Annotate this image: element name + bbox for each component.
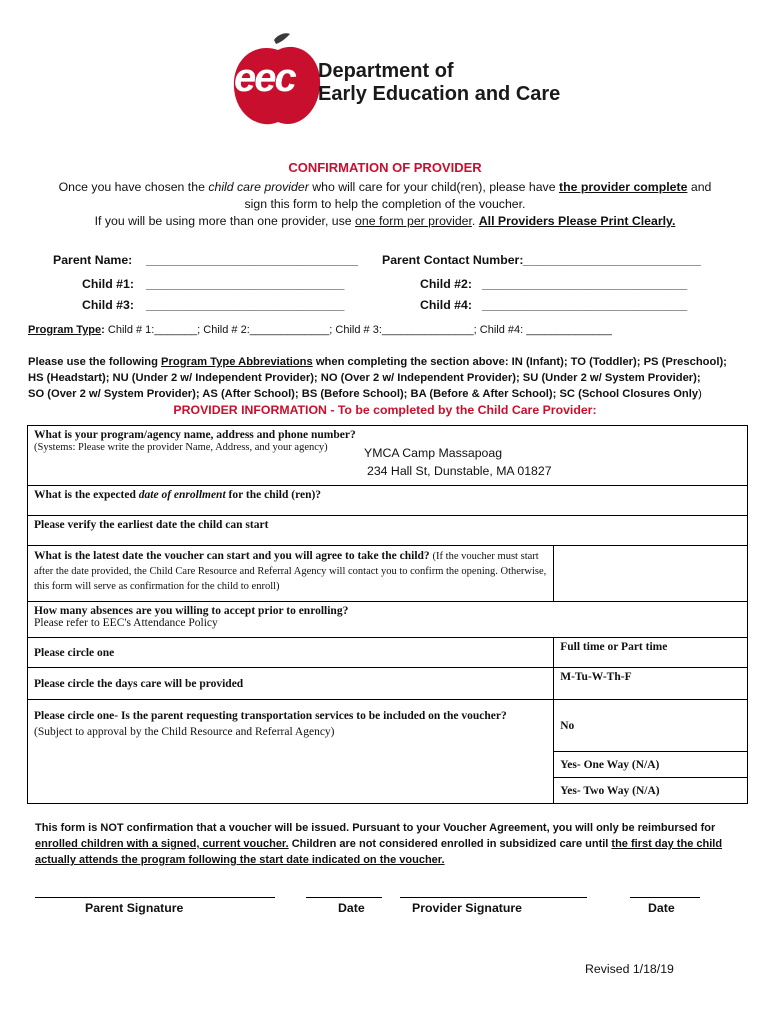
child3-field[interactable]: _____________________________ [146, 298, 345, 312]
answer-program-name: YMCA Camp Massapoag [364, 446, 503, 460]
table-row [28, 486, 748, 516]
program-type-label: Program Type [28, 324, 102, 336]
transport-two-way-cell[interactable] [554, 778, 748, 804]
child2-field[interactable]: ______________________________ [482, 277, 688, 291]
question-absences-note: Please refer to EEC's Attendance Policy [34, 617, 218, 629]
date1-label: Date [338, 901, 365, 915]
question-days: Please circle the days care will be provided [34, 677, 244, 690]
table-row [28, 638, 748, 668]
absences-cell[interactable] [28, 602, 748, 638]
notice-text: This form is NOT confirmation that a voucher will be issued. Pursuant to your Voucher Agreement, you will only be reimbursed for [35, 822, 716, 834]
question-program-info: What is your program/agency name, address and phone number? [34, 429, 356, 441]
date1-line[interactable] [306, 897, 382, 898]
earliest-date-cell[interactable] [28, 516, 748, 546]
logo-department-name [318, 60, 560, 106]
program-type-row[interactable] [28, 324, 612, 336]
intro-emphasis: one form per provider [355, 214, 472, 228]
abbrev-text: when completing the section above: IN (Infant); TO (Toddler); PS (Preschool); [312, 356, 727, 368]
answer-program-address: 234 Hall St, Dunstable, MA 01827 [367, 464, 552, 478]
parent-signature-label: Parent Signature [85, 901, 184, 915]
logo-line1: Department of [318, 60, 454, 82]
program-info-cell[interactable] [28, 426, 748, 486]
logo-abbr: eec [234, 56, 295, 100]
answer-full-part-time[interactable]: Full time or Part time [560, 641, 668, 653]
provider-info-header: PROVIDER INFORMATION - To be completed by the Child Care Provider: [173, 403, 597, 417]
question-latest-date: What is the latest date the voucher can start and you will agree to take the child? [34, 550, 433, 562]
question-circle-one: Please circle one [34, 646, 115, 659]
abbrev-text: Please use the following [28, 356, 162, 368]
program-type-fields[interactable]: Child # 1:_______; Child # 2:_____________; Child # 3:_______________; Child #4: ______________ [104, 324, 612, 336]
transport-no-cell[interactable] [554, 700, 748, 752]
parent-name-field[interactable]: _______________________________ [146, 253, 359, 267]
latest-date-question-cell [28, 546, 554, 602]
answer-days[interactable]: M-Tu-W-Th-F [560, 671, 632, 683]
abbrev-paren: ) [698, 388, 702, 400]
question-latest-note: (If the voucher must start after the date provided, the Child Care Resource and Referral Agency will contact you to confirm the opening. Otherwise, this form will serve as confirmation for the child to enroll) [34, 551, 547, 592]
schedule-answer-cell[interactable] [554, 638, 748, 668]
child4-label: Child #4: [420, 298, 472, 312]
parent-signature-line[interactable] [35, 897, 275, 898]
abbreviations-line2: HS (Headstart); NU (Under 2 w/ Independent Provider); NO (Over 2 w/ Independent Provider); SU (Under 2 w/ System Provider); [28, 372, 701, 384]
answer-no[interactable]: No [560, 719, 575, 732]
notice-paragraph [35, 820, 735, 868]
intro-emphasis: the provider complete [558, 180, 688, 194]
table-row [28, 546, 748, 602]
transport-one-way-cell[interactable] [554, 752, 748, 778]
parent-name-label: Parent Name: [53, 253, 133, 267]
question-earliest-date: Please verify the earliest date the child can start [34, 519, 269, 531]
child1-field[interactable]: _____________________________ [146, 277, 345, 291]
enrollment-date-cell[interactable] [28, 486, 748, 516]
question-program-note: (Systems: Please write the provider Name, Address, and your agency) [34, 442, 328, 453]
question-text: for the child (ren)? [225, 489, 322, 501]
intro-emphasis: All Providers Please Print Clearly. [478, 214, 676, 228]
parent-contact-label: Parent Contact Number: [382, 253, 524, 267]
transport-question-cell [28, 700, 554, 804]
schedule-question-cell [28, 638, 554, 668]
provider-signature-label: Provider Signature [412, 901, 523, 915]
question-absences: How many absences are you willing to accept prior to enrolling? [34, 605, 349, 617]
logo-line2: Early Education and Care [318, 83, 561, 105]
revised-date: Revised 1/18/19 [585, 962, 674, 976]
table-row [28, 700, 748, 752]
abbreviations-line3 [28, 386, 702, 402]
table-row [28, 668, 748, 700]
intro-line1 [30, 179, 740, 196]
question-transport: Please circle one- Is the parent requesting transportation services to be included on the voucher? [34, 710, 507, 722]
date2-line[interactable] [630, 897, 700, 898]
notice-emphasis: enrolled children with a signed, current voucher. [35, 838, 289, 850]
provider-info-table [27, 425, 748, 804]
program-type-colon: : [101, 324, 105, 336]
answer-two-way[interactable]: Yes- Two Way (N/A) [560, 784, 660, 797]
abbreviations-line1 [28, 354, 748, 370]
table-row [28, 602, 748, 638]
child3-label: Child #3: [82, 298, 134, 312]
latest-date-answer-cell[interactable] [554, 546, 748, 602]
intro-text: and [687, 180, 712, 194]
intro-italic: child care provider [208, 180, 309, 194]
intro-line2: sign this form to help the completion of the voucher. [244, 197, 526, 211]
date2-label: Date [648, 901, 675, 915]
provider-signature-line[interactable] [400, 897, 587, 898]
question-italic: date of enrollment [138, 489, 226, 501]
days-question-cell [28, 668, 554, 700]
intro-text: . [471, 214, 479, 228]
question-text: What is the expected [34, 489, 139, 501]
notice-emphasis: the first day the child actually attends the program following the start date indicated on the voucher. [35, 838, 723, 866]
intro-text: Once you have chosen the [58, 180, 209, 194]
table-row [28, 516, 748, 546]
intro-text: If you will be using more than one provider, use [94, 214, 356, 228]
abbrev-emphasis: Program Type Abbreviations [161, 356, 313, 368]
child4-field[interactable]: ______________________________ [482, 298, 688, 312]
answer-one-way[interactable]: Yes- One Way (N/A) [560, 758, 660, 771]
child1-label: Child #1: [82, 277, 134, 291]
notice-text: Children are not considered enrolled in subsidized care until [288, 838, 612, 850]
intro-line3 [30, 213, 740, 230]
child2-label: Child #2: [420, 277, 472, 291]
intro-text: who will care for your child(ren), please have [308, 180, 559, 194]
abbrev-text: SO (Over 2 w/ System Provider); AS (After School); BS (Before School); BA (Before & After School); SC (School Closures Only [28, 388, 699, 400]
table-row [28, 426, 748, 486]
question-transport-note: (Subject to approval by the Child Resource and Referral Agency) [34, 726, 335, 738]
days-answer-cell[interactable] [554, 668, 748, 700]
form-title: CONFIRMATION OF PROVIDER [288, 160, 482, 175]
parent-contact-field[interactable]: __________________________ [523, 253, 701, 267]
